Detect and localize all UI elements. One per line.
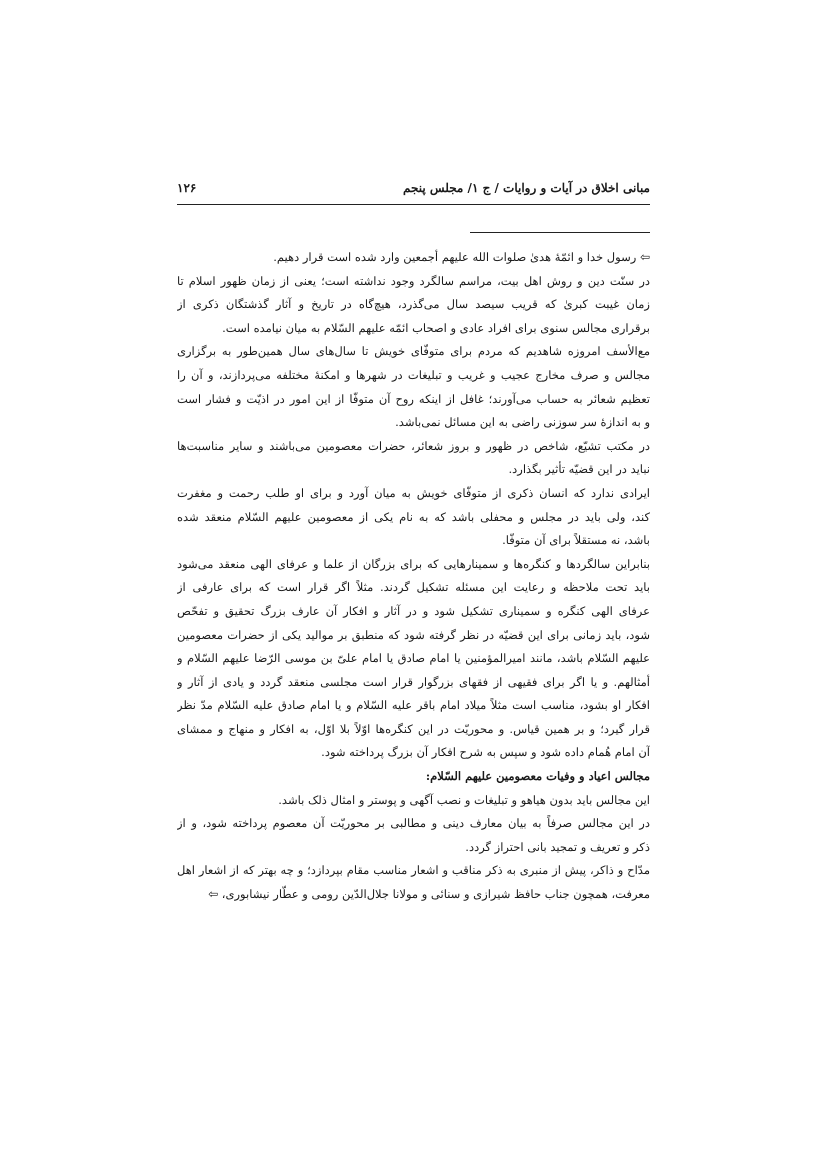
text-line [177,270,650,294]
text-line [177,340,650,364]
text-line-content: نباید در این قضیّه تأثیر بگذارد. [508,462,650,477]
text-line [177,859,650,883]
page-number: ۱۲۶ [177,181,197,195]
text-line-content: زمان غیبت کبریٰ که قریب سیصد سال می‌گذرد، هیچ‌گاه در تاریخ و آثار گذشتگان ذکری از [177,297,650,312]
text-line [177,293,650,317]
text-line [177,482,650,506]
text-line [177,364,650,388]
text-line-content: در مکتب تشیّع، شاخص در ظهور و بروز شعائر، حضرات معصومین می‌باشند و سایر مناسبت‌ها [177,438,650,453]
section-heading [177,765,650,789]
text-line-content: مع‌الأسف امروزه شاهدیم که مردم برای متوفّای خویش تا سال‌های سال همین‌طور به برگزاری [177,344,650,359]
text-line-content: شود، باید زمانی برای این قضیّه در نظر گرفته شود که منطبق بر موالید یکی از حضرات معصومین [177,627,650,642]
text-line-content: این مجالس باید بدون هیاهو و تبلیغات و نصب آگهی و پوستر و امثال ذلک باشد. [278,792,650,807]
text-line [177,694,650,718]
paragraph [177,270,650,341]
text-line-content: أمثالهم. و یا اگر برای فقیهی از فقهای بزرگوار قرار است مجلسی منعقد گردد و یادی از آثار و [177,674,650,689]
text-line [177,246,650,270]
body-text [177,246,650,907]
text-line [177,765,650,789]
text-line-content: ذکر و تعریف و تمجید بانی احتراز گردد. [465,839,650,854]
running-header-title: مبانی اخلاق در آیات و روایات / ج ۱/ مجلس پنجم [403,181,650,195]
text-line-content: بنابراین سالگردها و کنگره‌ها و سمینارهایی که برای بزرگان از علما و عرفای الهی منعقد می‌شود [177,556,650,571]
text-line [177,553,650,577]
text-line [177,411,650,435]
paragraph [177,435,650,482]
text-line-content: در این مجالس صرفاً به بیان معارف دینی و مطالبی بر محوریّت آن معصوم پرداخته شود، و از [177,816,650,831]
text-line [177,883,650,907]
text-line-content: عرفای الهی کنگره و سمیناری تشکیل شود و در آثار و افکار آن عارف بزرگ تحقیق و تفحّص [177,603,650,618]
text-line-content: ایرادی ندارد که انسان ذکری از متوفّای خویش به میان آورد و برای او طلب رحمت و مغفرت [177,485,650,500]
paragraph [177,246,650,270]
text-line [177,388,650,412]
header-rule [177,204,650,205]
text-line [177,317,650,341]
text-line-content: برقراری مجالس سنوی برای افراد عادی و اصحاب ائمّه علیهم السّلام به میان نیامده است. [222,320,650,335]
text-line [177,836,650,860]
text-line-content: افکار او بشود، مناسب است مثلاً میلاد امام باقر علیه السّلام و یا امام صادق علیه السّلام مدّ نظر [177,698,650,713]
text-line [177,812,650,836]
continues-arrow-icon: ⇦ [208,887,219,902]
text-line-content: آن امام هُمام داده شود و سپس به شرح افکار آن بزرگ پرداخته شود. [321,745,650,760]
text-line-content: کند، ولی باید در مجلس و محفلی باشد که به نام یکی از معصومین علیهم السّلام منعقد شده [177,509,650,524]
text-line-content: باید تحت ملاحظه و رعایت این مسئله تشکیل گردند. مثلاً اگر قرار است که برای عارفی از [177,580,650,595]
paragraph [177,812,650,859]
text-line [177,718,650,742]
text-line [177,435,650,459]
text-line [177,576,650,600]
text-line-content: و به اندازۀ سر سوزنی راضی به این مسائل نمی‌باشد. [395,415,650,430]
paragraph [177,553,650,765]
text-line-content: رسول خدا و ائمّۀ هدیٰ صلوات الله علیهم أجمعین وارد شده است قرار دهیم. [273,250,637,264]
text-line-content: مدّاح و ذاکر، پیش از منبری به ذکر مناقب و اشعار مناسب مقام بپردازد؛ و چه بهتر که از اشعار اهل [177,863,650,878]
continuation-rule [470,232,650,233]
text-line-content: باشد، نه مستقلاً برای آن متوفّا. [502,533,650,548]
text-line-content: علیهم السّلام باشد، مانند امیرالمؤمنین یا امام صادق یا امام علیّ بن موسی الرّضا علیهم السّلام و [177,651,650,666]
text-line-content: در سنّت دین و روش اهل بیت، مراسم سالگرد وجود نداشته است؛ یعنی از زمان ظهور اسلام تا [177,273,650,288]
continued-from-arrow-icon: ⇦ [639,250,650,264]
text-line [177,671,650,695]
paragraph [177,859,650,906]
text-line-content: قرار گیرد؛ و بر همین قیاس. و محوریّت در این کنگره‌ها اوّلاً بلا اوّل، به افکار و منهاج و ممشای [177,721,650,736]
paragraph [177,482,650,553]
text-line [177,741,650,765]
paragraph [177,340,650,434]
text-line-content: تعظیم شعائر به حساب می‌آورند؛ غافل از اینکه روح آن متوفّا از این امور در اذیّت و فشار است [177,391,650,406]
text-line-content: مجالس و صرف مخارج عجیب و غریب و تبلیغات در شهرها و امکنۀ مختلفه می‌پردازند، و آن را [177,367,650,382]
text-line [177,458,650,482]
text-line [177,789,650,813]
text-line [177,529,650,553]
running-header [177,174,650,204]
text-line [177,600,650,624]
text-line [177,624,650,648]
text-line-content: مجالس اعیاد و وفیات معصومین علیهم السّلام: [425,769,650,784]
text-line-content: معرفت، همچون جناب حافظ شیرازی و سنائی و مولانا جلال‌الدّین رومی و عطّار نیشابوری، [221,887,650,902]
text-line [177,506,650,530]
text-line [177,647,650,671]
paragraph [177,789,650,813]
